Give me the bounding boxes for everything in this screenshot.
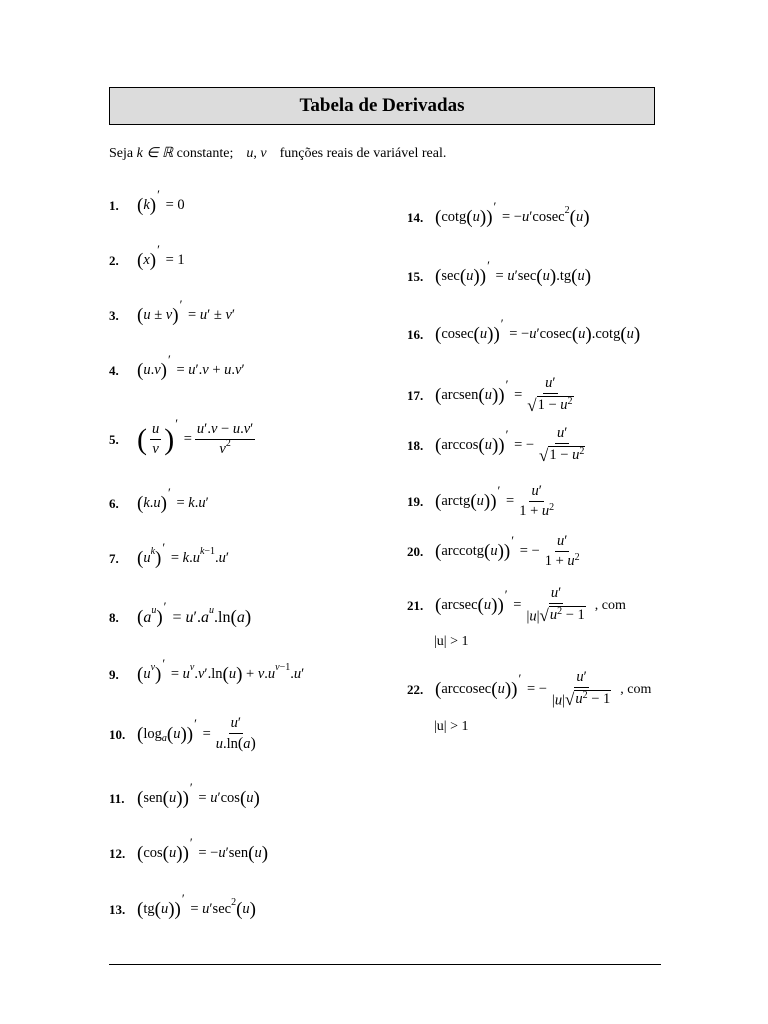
item-number: 16. [407, 327, 424, 342]
formula: ( u ± v ) ′ = u ′ ± v ′ [137, 297, 236, 326]
intro-v: v [260, 146, 267, 161]
item-number: 5. [109, 432, 119, 448]
formula: ( tg ( u ) ) ′ = u ′sec 2 ( u ) [137, 891, 256, 920]
item-number: 7. [109, 551, 119, 566]
item-number: 18. [407, 438, 424, 454]
formula: ( cotg ( u ) ) ′ = − u ′cosec 2 ( u ) [435, 199, 590, 228]
derivative-item [407, 670, 651, 709]
derivative-item [109, 540, 230, 569]
item-number: 11. [109, 791, 125, 806]
derivative-item [109, 187, 185, 216]
item-number: 4. [109, 363, 119, 378]
item-number: 19. [407, 494, 424, 510]
derivative-item [407, 426, 590, 465]
derivative-item [407, 316, 641, 345]
derivative-item [407, 376, 579, 415]
derivative-item [407, 199, 590, 228]
derivative-item [109, 485, 209, 514]
formula: ( $\frac{u}{v}$ ) ′ = $\frac{u'.v - u.v'}{v^2}$ [137, 416, 254, 458]
item-number: 9. [109, 667, 119, 682]
title-box [109, 87, 655, 125]
formula: ( arccotg ( u ) ) ′ = − $\frac{u'}{1 + u^2}$ [435, 533, 580, 570]
derivative-item [109, 780, 260, 809]
intro-comma: , [253, 146, 257, 161]
formula: ( k . u ) ′ = k . u ′ [137, 485, 209, 514]
page-title: Tabela de Derivadas [299, 95, 465, 116]
formula: ( arccosec ( u ) ) ′ = − u′ |u| √ $u^2 - 1$ , com [435, 669, 652, 709]
derivative-item [407, 586, 626, 625]
formula: ( arccos ( u ) ) ′ = − u′ √ $1 - u^2$ [435, 425, 585, 465]
item-number: 3. [109, 308, 119, 323]
condition-suffix: , com [620, 681, 652, 697]
item-number: 12. [109, 846, 126, 861]
intro-u: u [246, 146, 254, 161]
item-number: 15. [407, 269, 424, 284]
formula: ( arcsen ( u ) ) ′ = u′ √ $1 - u^2$ [435, 375, 573, 415]
derivative-item [407, 258, 592, 287]
formula: ( u v ) ′ = u v . v ′.ln ( u ) + v . u v−1 . u ′ [137, 656, 305, 685]
formula: ( a u ) ′ = u ′. a u .ln ( a ) [137, 599, 252, 628]
condition: |u| > 1 [434, 634, 469, 649]
item-number: 22. [407, 682, 424, 698]
item-number: 14. [407, 210, 424, 225]
formula: ( u . v ) ′ = u ′. v + u . v ′ [137, 352, 245, 381]
intro-seja: Seja [109, 146, 134, 161]
intro-k-in-r: k ∈ ℝ [136, 146, 174, 161]
item-number: 20. [407, 544, 424, 560]
footer-rule [109, 964, 661, 965]
derivative-item [109, 416, 258, 458]
derivative-item [407, 484, 559, 519]
derivative-item [109, 656, 305, 685]
formula: ( arcsec ( u ) ) ′ = u′ |u| √ $u^2 - 1$ , com [435, 585, 626, 625]
item-number: 10. [109, 727, 126, 742]
condition: |u| > 1 [434, 719, 469, 734]
intro-rest: funções reais de variável real. [279, 146, 447, 161]
derivative-item [109, 599, 252, 628]
formula: ( arctg ( u ) ) ′ = $\frac{u'}{1 + u^2}$ [435, 483, 555, 520]
item-number: 1. [109, 198, 119, 213]
derivative-item [109, 352, 245, 381]
item-number: 2. [109, 253, 119, 268]
formula: ( cos ( u ) ) ′ = − u ′sen ( u ) [137, 835, 269, 864]
item-number: 6. [109, 496, 119, 511]
formula: ( k ) ′ = 0 [137, 187, 185, 216]
formula: ( cosec ( u ) ) ′ = − u ′cosec ( u ) .cotg ( u ) [435, 316, 641, 345]
intro-constante: constante; [176, 146, 234, 161]
formula: ( log a ( u ) ) ′ = $\frac{u'}{u.\ln(a)}$ [137, 715, 256, 753]
derivative-item [109, 297, 236, 326]
derivative-item [109, 835, 269, 864]
derivative-item [109, 242, 185, 271]
formula: ( sec ( u ) ) ′ = u ′sec ( u ) .tg ( u ) [435, 258, 592, 287]
item-number: 13. [109, 902, 126, 917]
intro-line [109, 145, 446, 162]
derivative-item [109, 891, 256, 920]
item-number: 17. [407, 388, 424, 404]
condition-suffix: , com [594, 597, 626, 613]
derivative-item [407, 534, 585, 569]
item-number: 21. [407, 598, 424, 614]
formula: ( sen ( u ) ) ′ = u ′cos ( u ) [137, 780, 260, 809]
item-number: 8. [109, 610, 119, 625]
derivative-item [109, 716, 261, 753]
formula: ( x ) ′ = 1 [137, 242, 185, 271]
formula: ( u k ) ′ = k . u k−1 . u ′ [137, 540, 230, 569]
